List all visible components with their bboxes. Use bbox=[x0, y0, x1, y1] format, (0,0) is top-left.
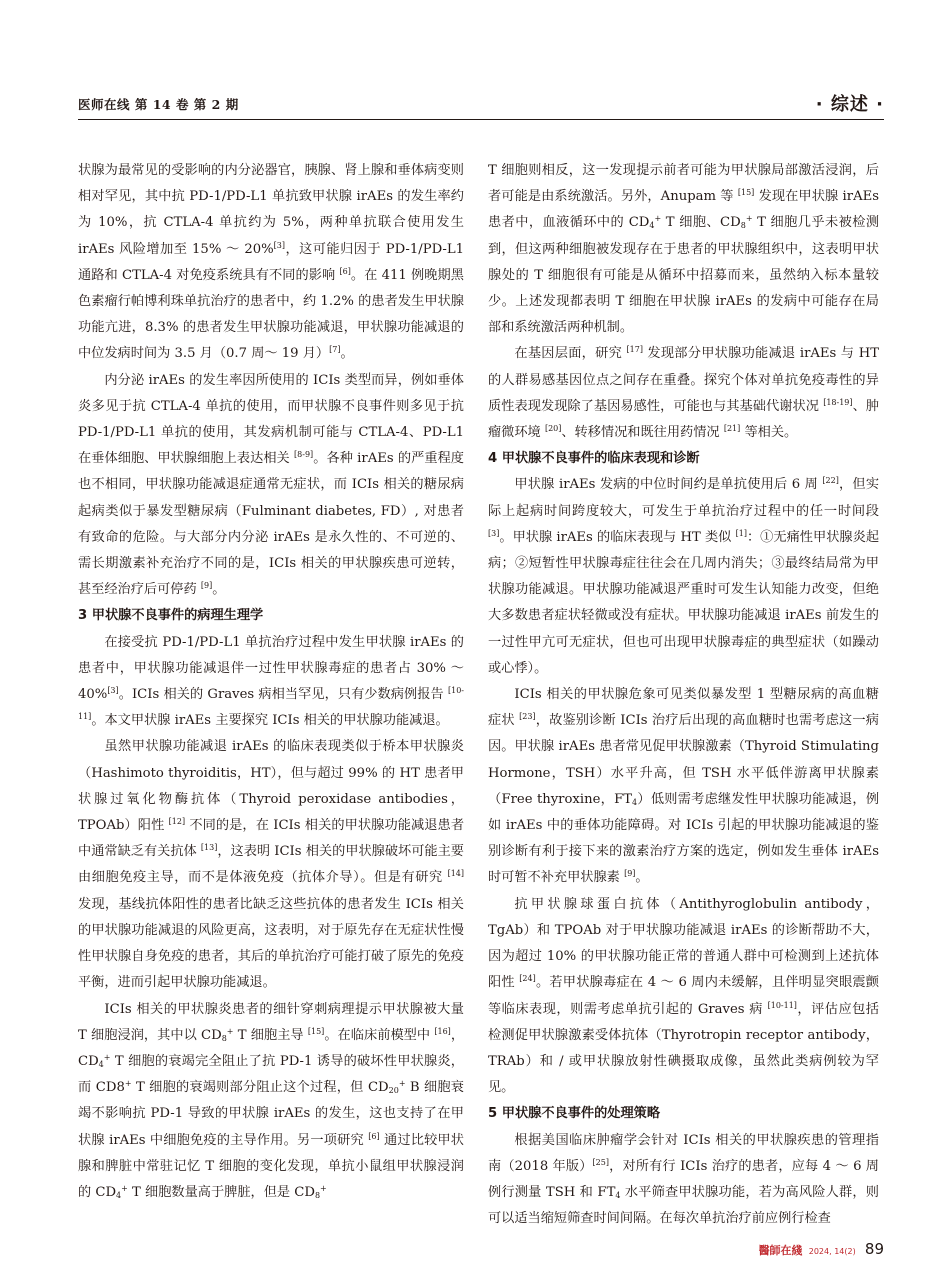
paragraph: 根据美国临床肿瘤学会针对 ICIs 相关的甲状腺疾患的管理指南（2018 年版）[25]，对所有行 ICIs 治疗的患者，应每 4 ～ 6 周例行测量 TSH 和 $FT_4$ 水平筛查甲状腺功能，若为高风险人群，则可以适当缩短筛查时间间隔。在每次单抗治疗前应例行检查 bbox=[488, 1132, 879, 1227]
paragraph: 虽然甲状腺功能减退 irAEs 的临床表现类似于桥本甲状腺炎（Hashimoto thyroiditis，HT），但与超过 99% 的 HT 患者甲状腺过氧化物酶抗体（Thyroid peroxidase antibodies，TPOAb）阳性 [12] 不同的是，在 ICIs 相关的甲状腺功能减退患者中通常缺乏有关抗体 [13]，这表明 ICIs 相关的甲状腺破坏可能主要由细胞免疫主导，而不是体液免疫（抗体介导）。但是有研究 [14] 发现，基线抗体阳性的患者比缺乏这些抗体的患者发生 ICIs 相关的甲状腺功能减退的风险更高，这表明，对于原先存在无症状性慢性甲状腺自身免疫的患者，其后的单抗治疗可能打破了原先的免疫平衡，进而引起甲状腺功能减退。 bbox=[78, 739, 465, 991]
paragraph: 状腺为最常见的受影响的内分泌器官，胰腺、肾上腺和垂体病变则相对罕见，其中抗 PD-1/PD-L1 单抗致甲状腺 irAEs 的发生率约为 10%，抗 CTLA-4 单抗约为 5%，两种单抗联合使用发生 irAEs 风险增加至 15% ～ 20%[3]，这可能归因于 PD-1/PD-L1 通路和 CTLA-4 对免疫系统具有不同的影响 [6]。在 411 例晚期黑色素瘤行帕博利珠单抗治疗的患者中，约 1.2% 的患者发生甲状腺功能亢进，8.3% 的患者发生甲状腺功能减退，甲状腺功能减退的中位发病时间为 3.5 月（0.7 周～ 19 月）[7]。 bbox=[78, 163, 464, 362]
paragraph: 抗甲状腺球蛋白抗体（Antithyroglobulin antibody，TgAb）和 TPOAb 对于甲状腺功能减退 irAEs 的诊断帮助不大，因为超过 10% 的甲状腺功能正常的普通人群中可检测到上述抗体阳性 [24]。若甲状腺毒症在 4 ～ 6 周内未缓解，且伴明显突眼震颤等临床表现，则需考虑单抗引起的 Graves 病 [10-11]，评估应包括检测促甲状腺激素受体抗体（Thyrotropin receptor antibody，TRAb）和 / 或甲状腺放射性碘摄取成像，虽然此类病例较为罕见。 bbox=[488, 896, 879, 1096]
journal-header: 医师在线 第 14 卷 第 2 期 bbox=[78, 97, 239, 112]
paragraph: ICIs 相关的甲状腺炎患者的细针穿刺病理提示甲状腺被大量 T 细胞浸润，其中以 $CD_8^+$ T 细胞主导 [15]。在临床前模型中 [16]，$CD_4^+$ T 细胞的衰竭完全阻止了抗 PD-1 诱导的破坏性甲状腺炎，而 CD8+ T 细胞的衰竭则部分阻止这个过程，但 $CD_{20}^+$ B 细胞衰竭不影响抗 PD-1 导致的甲状腺 irAEs 的发生，这也支持了在甲状腺 irAEs 中细胞免疫的主导作用。另一项研究 [6] 通过比较甲状腺和脾脏中常驻记忆 T 细胞的变化发现，单抗小鼠组甲状腺浸润的 $CD_4^+$ T 细胞数量高于脾脏，但是 $CD_8^+$ bbox=[78, 1001, 465, 1200]
paragraph: T 细胞则相反，这一发现提示前者可能为甲状腺局部激活浸润，后者可能是由系统激活。另外，Anupam 等 [15] 发现在甲状腺 irAEs 患者中，血液循环中的 $CD_4^+$ T 细胞、$CD_8^+$ T 细胞几乎未被检测到，但这两种细胞被发现存在于患者的甲状腺组织中，这表明甲状腺处的 T 细胞很有可能是从循环中招募而来，虽然纳入标本量较少。上述发现都表明 T 细胞在甲状腺 irAEs 的发病中可能存在局部和系统激活两种机制。 bbox=[488, 163, 880, 336]
issue-info: 2024, 14(2) bbox=[808, 1247, 856, 1256]
section-heading: 3 甲状腺不良事件的病理生理学 bbox=[78, 608, 264, 624]
page-footer bbox=[759, 1240, 884, 1258]
paragraph: ICIs 相关的甲状腺危象可见类似暴发型 1 型糖尿病的高血糖症状 [23]，故鉴别诊断 ICIs 治疗后出现的高血糖时也需考虑这一病因。甲状腺 irAEs 患者常见促甲状腺激素（Thyroid Stimulating Hormone，TSH）水平升高，但 TSH 水平低伴游离甲状腺素（Free thyroxine，$FT_4$）低则需考虑继发性甲状腺功能减退，例如 irAEs 中的垂体功能障碍。对 ICIs 引起的甲状腺功能减退的鉴别诊断有利于接下来的激素治疗方案的选定，例如发生垂体 irAEs 时可暂不补充甲状腺素 [9]。 bbox=[488, 687, 880, 886]
paragraph: 在接受抗 PD-1/PD-L1 单抗治疗过程中发生甲状腺 irAEs 的患者中，甲状腺功能减退伴一过性甲状腺毒症的患者占 30% ～ 40%[3]。ICIs 相关的 Graves 病相当罕见，只有少数病例报告 [10-11]。本文甲状腺 irAEs 主要探究 ICIs 相关的甲状腺功能减退。 bbox=[78, 634, 464, 729]
paragraph: 内分泌 irAEs 的发生率因所使用的 ICIs 类型而异，例如垂体炎多见于抗 CTLA-4 单抗的使用，而甲状腺不良事件则多见于抗 PD-1/PD-L1 单抗的使用，其发病机制可能与 CTLA-4、PD-L1 在垂体细胞、甲状腺细胞上表达相关 [8-9]。各种 irAEs 的严重程度也不相同，甲状腺功能减退症通常无症状，而 ICIs 相关的糖尿病起病类似于暴发型糖尿病（Fulminant diabetes, FD）, 对患者有致命的危险。与大部分内分泌 irAEs 是永久性的、不可逆的、需长期激素补充治疗不同的是，ICIs 相关的甲状腺疾患可逆转，甚至经治疗后可停药 [9]。 bbox=[78, 372, 464, 598]
section-heading: 5 甲状腺不良事件的处理策略 bbox=[488, 1106, 661, 1122]
paragraph: 甲状腺 irAEs 发病的中位时间约是单抗使用后 6 周 [22]，但实际上起病时间跨度较大，可发生于单抗治疗过程中的任一时间段 [3]。甲状腺 irAEs 的临床表现与 HT 类似 [1]：①无痛性甲状腺炎起病；②短暂性甲状腺毒症往往会在几周内消失；③最终结局常为甲状腺功能减退。甲状腺功能减退严重时可发生认知能力改变，但绝大多数患者症状轻微或没有症状。甲状腺功能减退 irAEs 前发生的一过性甲亢可无症状，但也可出现甲状腺毒症的典型症状（如躁动或心悸）。 bbox=[488, 476, 880, 676]
section-label: · 综述 · bbox=[815, 94, 884, 115]
header-rule bbox=[78, 119, 884, 120]
section-heading: 4 甲状腺不良事件的临床表现和诊断 bbox=[488, 451, 700, 467]
right-column bbox=[488, 158, 879, 1232]
page-number: 89 bbox=[864, 1240, 884, 1258]
left-column bbox=[78, 158, 464, 1206]
paragraph: 在基因层面，研究 [17] 发现部分甲状腺功能减退 irAEs 与 HT 的人群易感基因位点之间存在重叠。探究个体对单抗免疫毒性的异质性表现发现除了基因易感性，可能也与其基础代谢状况 [18-19]、肿瘤微环境 [20]、转移情况和既往用药情况 [21] 等相关。 bbox=[488, 345, 879, 441]
journal-logo-text: 醫師在綫 bbox=[758, 1244, 803, 1257]
